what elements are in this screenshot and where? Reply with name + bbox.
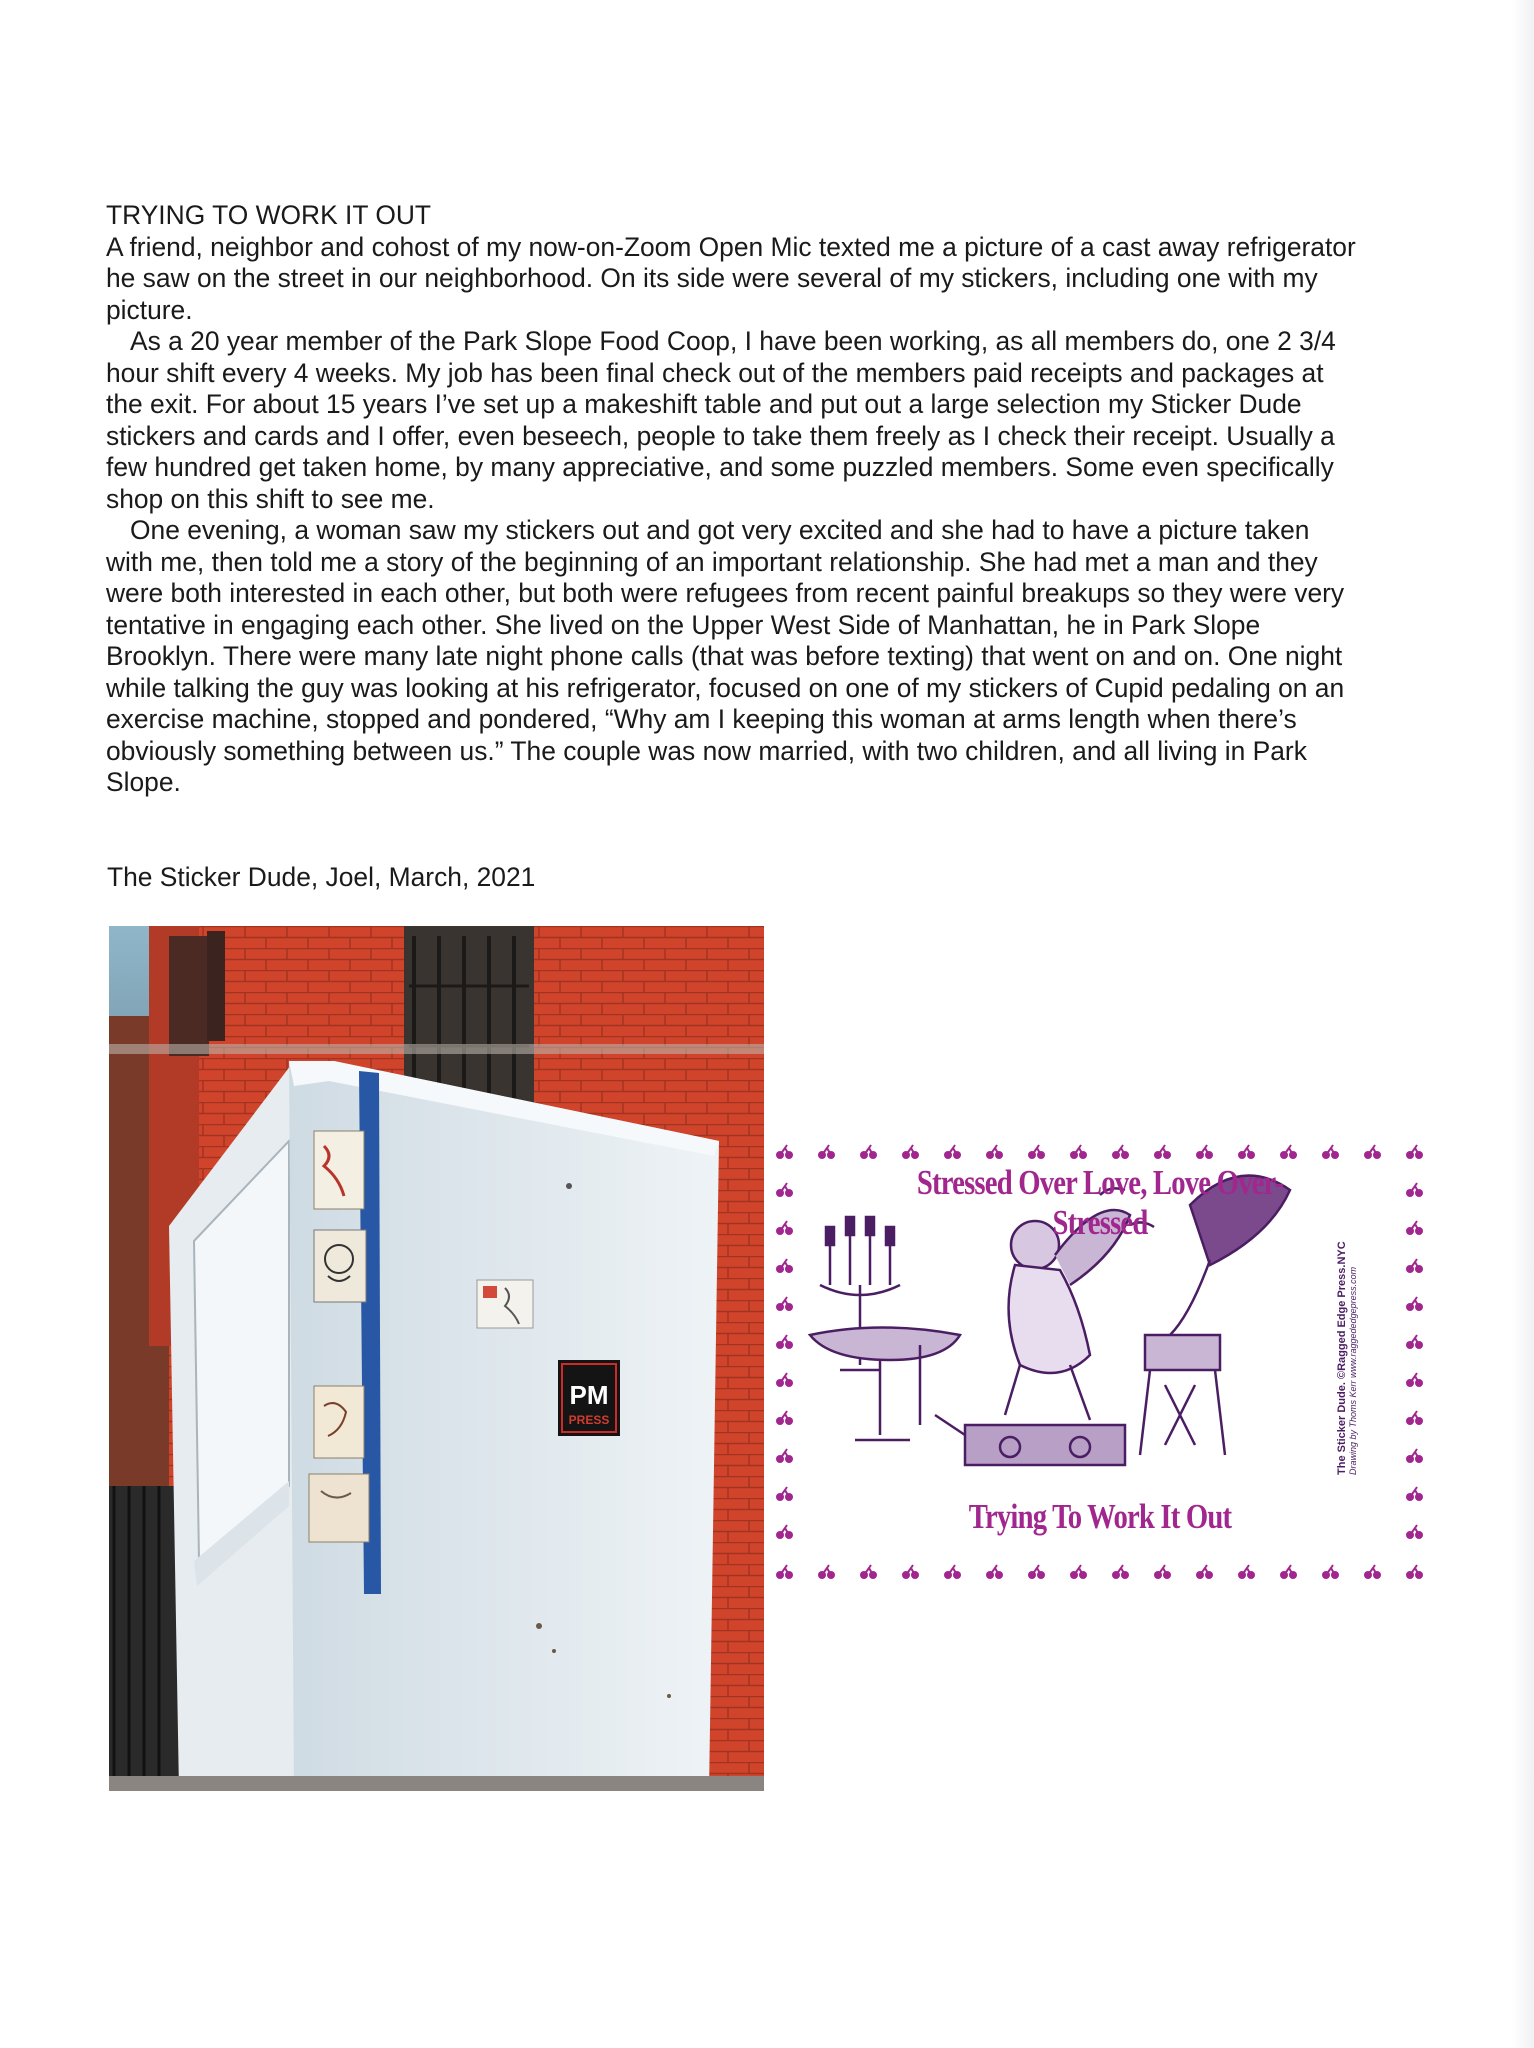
card-credit-line-1: The Sticker Dude. ©Ragged Edge Press.NYC <box>1336 1241 1348 1475</box>
pm-press-logo-top: PM <box>569 1380 609 1410</box>
card-credit <box>1336 1215 1358 1475</box>
article-paragraph-3: One evening, a woman saw my stickers out and got very excited and she had to have a picture taken with me, then told me a story of the beginning of an important relationship. She had met a man and they were both interested in each other, but both were refugees from recent painful breakups so they were very tentative in engaging each other. She lived on the Upper West Side of Manhattan, he in Park Slope Brooklyn. There were many late night phone calls (that was before texting) that went on and on. One night while talking the guy was looking at his refrigerator, focused on one of my stickers of Cupid pedaling on an exercise machine, stopped and pondered, “Why am I keeping this woman at arms length when there’s obviously something between us.” The couple was now married, with two children, and all living in Park Slope. <box>106 515 1345 797</box>
cupid-border-right-icon <box>1406 1183 1423 1539</box>
card-credit-line-2: Drawing by Thoms Kerr www.raggededgepress.com <box>1348 1266 1358 1475</box>
cupid-border-left-icon <box>776 1183 793 1539</box>
cupid-border-top-icon <box>776 1145 1423 1159</box>
card-title: Stressed Over Love, Love Over-Stressed <box>916 1163 1284 1242</box>
cupid-border-bottom-icon <box>776 1565 1423 1579</box>
page-edge <box>1512 0 1534 2048</box>
signature: The Sticker Dude, Joel, March, 2021 <box>107 862 536 892</box>
sticker-card <box>770 1135 1430 1590</box>
article-paragraph-1: A friend, neighbor and cohost of my now-on-Zoom Open Mic texted me a picture of a cast away refrigerator he saw on the street in our neighborhood. On its side were several of my stickers, including one with my picture. <box>106 231 1356 325</box>
article <box>106 200 1356 799</box>
article-title: TRYING TO WORK IT OUT <box>106 200 432 230</box>
refrigerator-photo <box>109 926 764 1791</box>
pm-press-logo-bottom: PRESS <box>568 1413 610 1427</box>
card-subtitle: Trying To Work It Out <box>968 1497 1232 1536</box>
article-paragraph-2: As a 20 year member of the Park Slope Food Coop, I have been working, as all members do, one 2 3/4 hour shift every 4 weeks. My job has been final check out of the members paid receipts and packages at the exit. For about 15 years I’ve set up a makeshift table and put out a large selection my Sticker Dude stickers and cards and I offer, even beseech, people to take them freely as I check their receipt. Usually a few hundred get taken home, by many appreciative, and some puzzled members. Some even specifically shop on this shift to see me. <box>106 326 1336 514</box>
